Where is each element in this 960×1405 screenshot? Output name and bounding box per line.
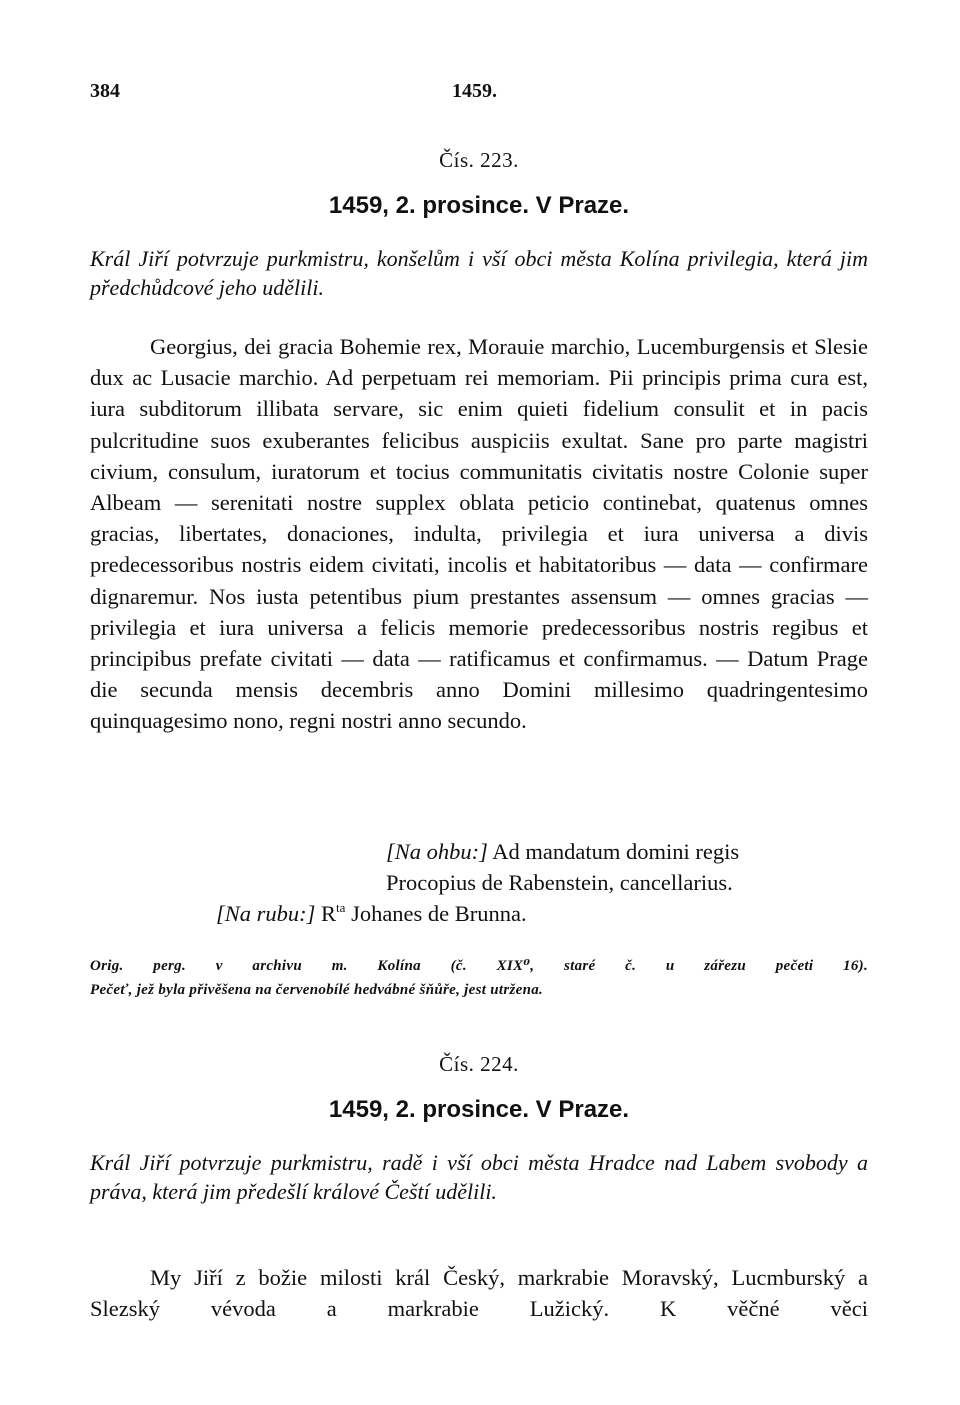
entry-223-body: Georgius, dei gracia Bohemie rex, Morauie marchio, Lucemburgensis et Slesie dux ac Lusacie marchio. Ad perpetuam rei memoriam. Pii principis prima cura est, iura subditorum illibata servare, sic enim quieti fidelium consulit et in pacis pulcritudine suos exuberantes felicibus auspiciis exultat. Sane pro parte magistri civium, consulum, iuratorum et tocius communitatis civitatis nostre Colonie super Albeam — serenitati nostre supplex oblata peticio continebat, quatenus omnes gracias, libertates, donaciones, indulta, privilegia et iura universa a divis predecessoribus nostris eidem civitati, incolis et habitatoribus — data — confirmare dignaremur. Nos iusta petentibus pium prestantes assensum — omnes gracias — privilegia et iura universa a felicis memorie predecessoribus nostris regibus et principibus prefate civitati — data — ratificamus et confirmamus. — Datum Prage die secunda mensis decembris anno Domini millesimo quadringentesimo quinquagesimo nono, regni nostri anno secundo. (90, 334, 868, 734)
entry-223-source-note (90, 954, 868, 1002)
document-page (90, 0, 868, 1405)
fold-note-text: Ad mandatum domini regis (492, 839, 740, 864)
entry-224-date-place: 1459, 2. prosince. V Praze. (328, 1096, 630, 1123)
registrator-name: Johanes de Brunna. (351, 901, 527, 926)
fold-note-line (386, 836, 739, 867)
running-header (90, 80, 868, 108)
entry-223-regest: Král Jiří potvrzuje purkmistru, konšelům i vší obci města Kolína privilegia, která jim předchůdcové jeho udělili. (90, 246, 868, 300)
fold-note-label: [Na ohbu:] (386, 839, 488, 864)
page-number: 384 (90, 80, 120, 102)
chancellor-line: Procopius de Rabenstein, cancellarius. (386, 870, 733, 895)
source-line-2: Pečeť, jež byla přivěšena na červenobílé hedvábné šňůře, jest utržena. (90, 982, 544, 998)
registrator-sup: ta (336, 900, 346, 915)
source-line-1: Orig. perg. v archivu m. Kolína (č. XIX⁰, staré č. u zářezu pečeti 16). (90, 958, 868, 974)
entry-224-number: Čís. 224. (439, 1052, 519, 1076)
entry-223-date-place: 1459, 2. prosince. V Praze. (328, 192, 630, 219)
entry-223-number: Čís. 223. (439, 148, 519, 172)
entry-224-body: My Jiří z božie milosti král Český, markrabie Moravský, Lucmburský a Slezský vévoda a markrabie Lužický. K věčné věci (90, 1265, 868, 1322)
header-year: 1459. (452, 80, 497, 102)
reverse-note-line (216, 898, 527, 929)
registrator-abbr: R (321, 901, 337, 926)
entry-224-regest: Král Jiří potvrzuje purkmistru, radě i vší obci města Hradce nad Labem svobody a práva, která jim předešlí králové Čeští udělili. (90, 1150, 868, 1204)
reverse-note-label: [Na rubu:] (216, 901, 316, 926)
